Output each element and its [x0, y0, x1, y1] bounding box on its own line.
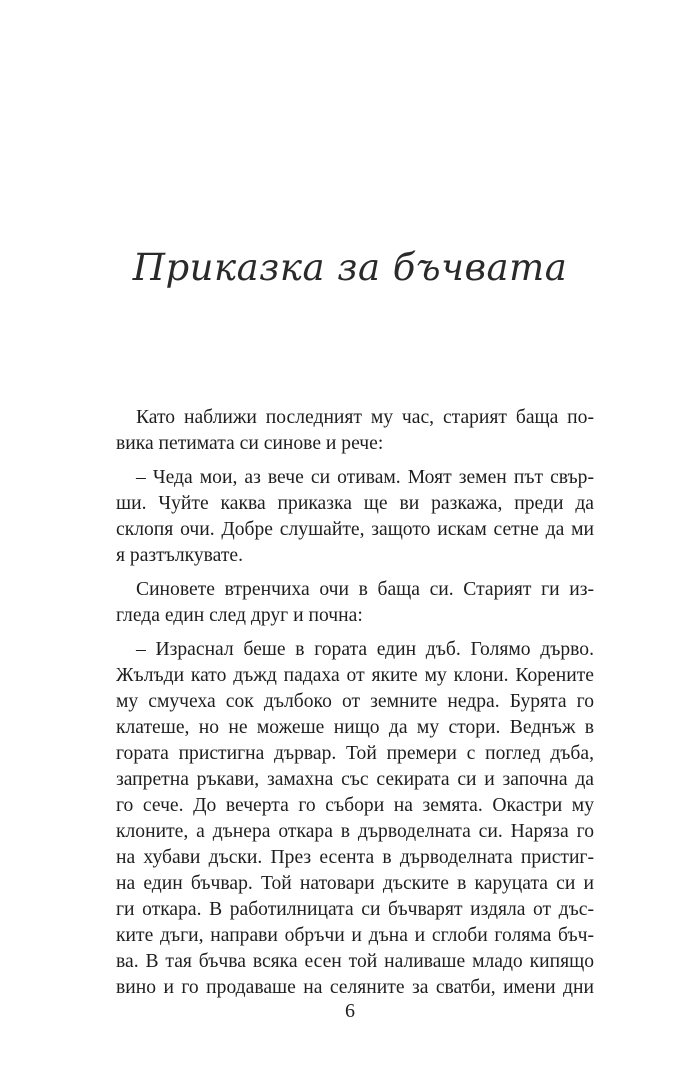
text-line: Жълъди като дъжд падаха от яките му клони. Корените	[116, 665, 594, 686]
text-line: Като наближи последният му час, старият баща по-	[136, 407, 594, 428]
text-line: Синовете втренчиха очи в баща си. Старият ги из-	[136, 579, 594, 600]
chapter-title: Приказка за бъчвата	[132, 246, 568, 289]
page-number: 6	[345, 1000, 355, 1022]
text-line: ши. Чуйте каква приказка ще ви разкажа, преди да	[116, 493, 594, 514]
text-line: вика петимата си синове и рече:	[116, 433, 384, 454]
text-line: гледа един след друг и почна:	[116, 605, 363, 626]
text-line: ките дъги, направи обръчи и дъна и сглоби голяма бъч-	[116, 925, 594, 946]
text-line: ги откара. В работилницата си бъчварят издяла от дъс-	[116, 899, 594, 920]
text-line: ва. В тая бъчва всяка есен той наливаше младо кипящо	[116, 951, 594, 972]
text-line: на един бъчвар. Той натовари дъските в каруцата си и	[116, 873, 594, 894]
text-line: клатеше, но не можеше нищо да му стори. Веднъж в	[116, 717, 594, 738]
text-line: му смучеха сок дълбоко от земните недра. Бурята го	[116, 691, 594, 712]
text-line: запретна ръкави, замахна със секирата си и започна да	[116, 769, 594, 790]
text-line: го сече. До вечерта го събори на земята. Окастри му	[116, 795, 594, 816]
text-line: вино и го продаваше на селяните за сватби, имени дни	[116, 977, 594, 998]
text-line: клоните, а дънера откара в дърводелната си. Наряза го	[116, 821, 594, 842]
text-line: – Чеда мои, аз вече си отивам. Моят земен път свър-	[136, 467, 594, 488]
text-line: я разтълкувате.	[116, 545, 243, 566]
text-line: – Израснал беше в гората един дъб. Голямо дърво.	[136, 639, 594, 660]
body-text	[116, 405, 594, 1001]
text-line: гората пристигна дървар. Той премери с поглед дъба,	[116, 743, 594, 764]
text-line: склопя очи. Добре слушайте, защото искам сетне да ми	[116, 519, 594, 540]
text-line: на хубави дъски. През есента в дърводелната пристиг-	[116, 847, 594, 868]
